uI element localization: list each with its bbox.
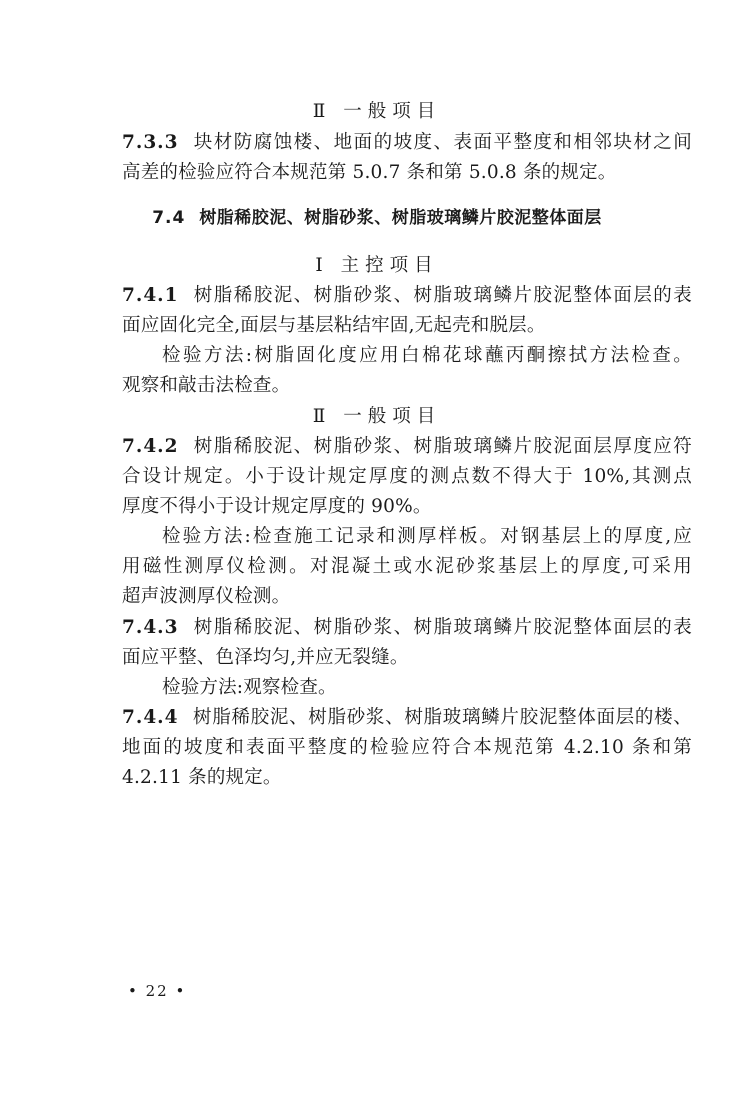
subsection-main-items: Ⅰ 主控项目: [315, 255, 439, 276]
page-number: • 22 •: [128, 982, 187, 1000]
subsection-general-items-2: Ⅱ 一般项目: [312, 406, 442, 427]
clause-7-4-4-line-2: 地面的坡度和表面平整度的检验应符合本规范第 4.2.10 条和第: [122, 737, 692, 758]
clause-number: 7.4.1: [122, 285, 179, 306]
clause-7-4-1-method-1: 检验方法:树脂固化度应用白棉花球蘸丙酮擦拭方法检查。: [162, 345, 692, 366]
clause-7-4-4-line-3: 4.2.11 条的规定。: [122, 767, 282, 788]
clause-7-4-2-method-2: 用磁性测厚仪检测。对混凝土或水泥砂浆基层上的厚度,可采用: [122, 556, 692, 577]
clause-number: 7.4.2: [122, 436, 179, 457]
clause-7-4-3-method-1: 检验方法:观察检查。: [162, 677, 337, 698]
clause-7-3-3-line-2: 高差的检验应符合本规范第 5.0.7 条和第 5.0.8 条的规定。: [122, 162, 617, 183]
clause-7-4-3-line-2: 面应平整、色泽均匀,并应无裂缝。: [122, 647, 409, 668]
clause-7-4-2-line-1: [122, 432, 692, 462]
clause-text: 树脂稀胶泥、树脂砂浆、树脂玻璃鳞片胶泥整体面层的表: [192, 285, 692, 306]
clause-text: 树脂稀胶泥、树脂砂浆、树脂玻璃鳞片胶泥面层厚度应符: [192, 436, 692, 457]
clause-7-4-2-method-3: 超声波测厚仪检测。: [122, 586, 291, 607]
clause-7-4-3-line-1: [122, 613, 692, 643]
section-number: 7.4: [152, 208, 186, 228]
clause-text: 树脂稀胶泥、树脂砂浆、树脂玻璃鳞片胶泥整体面层的表: [192, 617, 692, 638]
clause-7-4-4-line-1: [122, 703, 692, 733]
clause-7-4-2-method-1: 检验方法:检查施工记录和测厚样板。对钢基层上的厚度,应: [162, 526, 692, 547]
clause-7-4-1-line-1: [122, 281, 692, 311]
clause-7-4-1-line-2: 面应固化完全,面层与基层粘结牢固,无起壳和脱层。: [122, 315, 546, 336]
clause-number: 7.3.3: [122, 132, 179, 153]
section-title: 树脂稀胶泥、树脂砂浆、树脂玻璃鳞片胶泥整体面层: [199, 208, 602, 228]
clause-7-4-2-line-2: 合设计规定。小于设计规定厚度的测点数不得大于 10%,其测点: [122, 466, 692, 487]
clause-7-4-2-line-3: 厚度不得小于设计规定厚度的 90%。: [122, 496, 432, 517]
clause-text: 树脂稀胶泥、树脂砂浆、树脂玻璃鳞片胶泥整体面层的楼、: [192, 707, 692, 728]
clause-text: 块材防腐蚀楼、地面的坡度、表面平整度和相邻块材之间: [192, 132, 692, 153]
subsection-general-items: Ⅱ 一般项目: [312, 101, 442, 122]
clause-number: 7.4.4: [122, 707, 179, 728]
clause-7-4-1-method-2: 观察和敲击法检查。: [122, 375, 291, 396]
section-7-4-heading: [0, 203, 754, 233]
clause-number: 7.4.3: [122, 617, 179, 638]
clause-7-3-3-line-1: [122, 128, 692, 158]
